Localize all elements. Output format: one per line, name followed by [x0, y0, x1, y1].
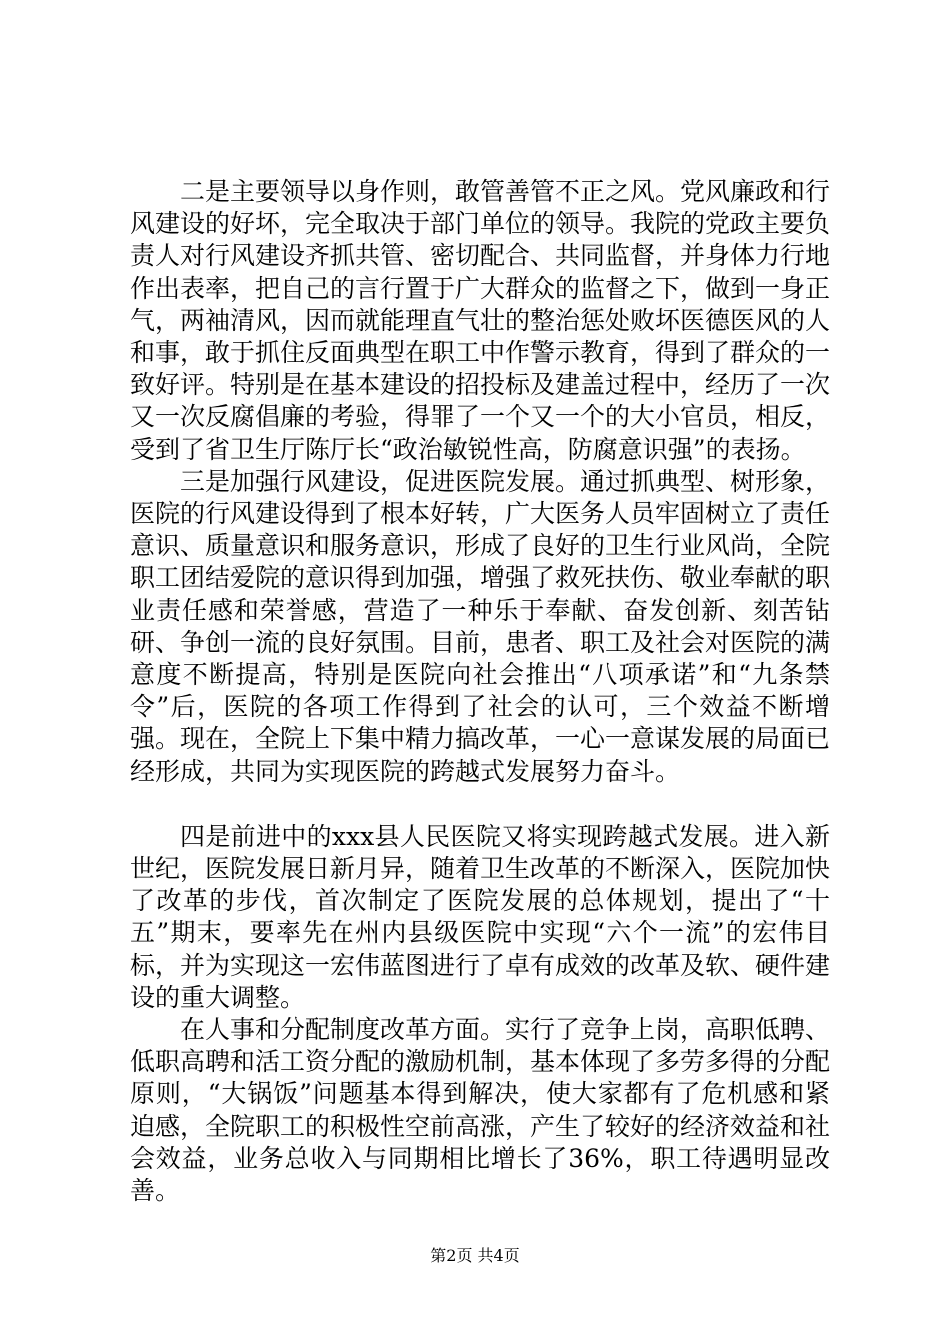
paragraph-3: 三是加强行风建设，促进医院发展。通过抓典型、树形象，医院的行风建设得到了根本好转，广大医务人员牢固树立了责任意识、质量意识和服务意识，形成了良好的卫生行业风尚，全院职工团结爱院的意识得到加强，增强了救死扶伤、敬业奉献的职业责任感和荣誉感，营造了一种乐于奉献、奋发创新、刻苦钻研、争创一流的良好氛围。目前，患者、职工及社会对医院的满意度不断提高，特别是医院向社会推出“八项承诺”和“九条禁令”后，医院的各项工作得到了社会的认可，三个效益不断增强。现在，全院上下集中精力搞改革，一心一意谋发展的局面已经形成，共同为实现医院的跨越式发展努力奋斗。 [130, 466, 831, 786]
paragraph-gap [130, 788, 830, 821]
document-body [130, 176, 830, 1207]
paragraph-5: 在人事和分配制度改革方面。实行了竞争上岗，高职低聘、低职高聘和活工资分配的激励机制，基本体现了多劳多得的分配原则，“大锅饭”问题基本得到解决，使大家都有了危机感和紧迫感，全院职工的积极性空前高涨，产生了较好的经济效益和社会效益，业务总收入与同期相比增长了36%，职工待遇明显改善。 [130, 1015, 831, 1206]
paragraph-4: 四是前进中的xxx县人民医院又将实现跨越式发展。进入新世纪，医院发展日新月异，随着卫生改革的不断深入，医院加快了改革的步伐，首次制定了医院发展的总体规划，提出了“十五”期末，要率先在州内县级医院中实现“六个一流”的宏伟目标，并为实现这一宏伟蓝图进行了卓有成效的改革及软、硬件建设的重大调整。 [130, 821, 831, 1012]
page-footer: 第2页 共4页 [430, 1246, 520, 1265]
paragraph-2: 二是主要领导以身作则，敢管善管不正之风。党风廉政和行风建设的好坏，完全取决于部门单位的领导。我院的党政主要负责人对行风建设齐抓共管、密切配合、共同监督，并身体力行地作出表率，把自己的言行置于广大群众的监督之下，做到一身正气，两袖清风，因而就能理直气壮的整治惩处败坏医德医风的人和事，敢于抓住反面典型在职工中作警示教育，得到了群众的一致好评。特别是在基本建设的招投标及建盖过程中，经历了一次又一次反腐倡廉的考验，得罪了一个又一个的大小官员，相反，受到了省卫生厅陈厅长“政治敏锐性高，防腐意识强”的表扬。 [130, 177, 831, 464]
